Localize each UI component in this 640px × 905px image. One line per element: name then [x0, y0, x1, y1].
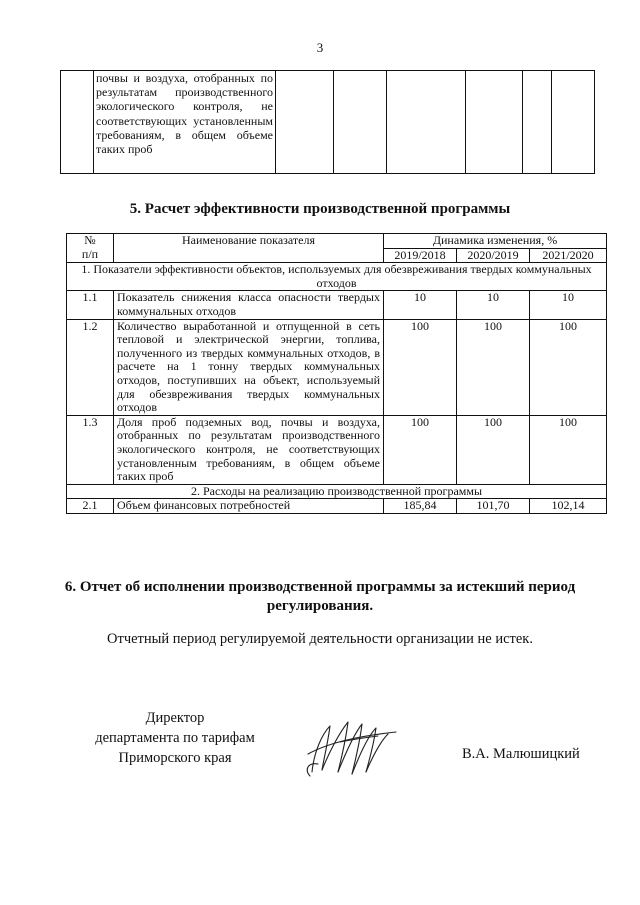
- row-value: 100: [530, 319, 607, 415]
- table-row: [67, 291, 607, 319]
- handwritten-signature: [300, 712, 420, 782]
- group-row: [67, 263, 607, 291]
- row-value: 185,84: [384, 499, 457, 514]
- row-value: 102,14: [530, 499, 607, 514]
- signatory-line: департамента по тарифам: [95, 730, 255, 746]
- row-name: Доля проб подземных вод, почвы и воздуха, отобранных по результатам производственного экологического контроля, не соответствующих установленным требованиям, в общем объеме таких проб: [114, 415, 384, 484]
- row-num: 2.1: [67, 499, 114, 514]
- signatory-line: Приморского края: [118, 750, 232, 766]
- row-num: 1.1: [67, 291, 114, 319]
- section5-heading: 5. Расчет эффективности производственной программы: [129, 201, 511, 217]
- row-value: 10: [530, 291, 607, 319]
- cell-empty: [276, 71, 334, 174]
- group2-title: 2. Расходы на реализацию производственной программы: [67, 484, 607, 499]
- header-year: 2020/2019: [457, 248, 530, 263]
- cell-empty: [466, 71, 523, 174]
- row-num: 1.2: [67, 319, 114, 415]
- table-row: [67, 415, 607, 484]
- row-value: 100: [384, 319, 457, 415]
- header-dynamics: Динамика изменения, %: [384, 234, 607, 249]
- page-number: 3: [316, 40, 324, 55]
- cell-empty: [61, 71, 94, 174]
- cell-empty: [334, 71, 387, 174]
- signatory-name: В.А. Малюшицкий: [462, 746, 580, 762]
- header-year: 2019/2018: [384, 248, 457, 263]
- signatory-line: Директор: [145, 710, 205, 726]
- row-value: 101,70: [457, 499, 530, 514]
- section6-heading: 6. Отчет об исполнении производственной программы за истекший период регулирования.: [64, 579, 576, 614]
- report-text: Отчетный период регулируемой деятельности организации не истек.: [107, 631, 533, 647]
- row-value: 100: [384, 415, 457, 484]
- cell-empty: [387, 71, 466, 174]
- table-row: [67, 499, 607, 514]
- header-row: [67, 234, 607, 249]
- table-row: [67, 319, 607, 415]
- header-num: № п/п: [67, 234, 114, 263]
- row-num: 1.3: [67, 415, 114, 484]
- efficiency-table: [66, 233, 607, 514]
- row-value: 100: [530, 415, 607, 484]
- header-name: Наименование показателя: [114, 234, 384, 263]
- row-value: 10: [457, 291, 530, 319]
- header-year: 2021/2020: [530, 248, 607, 263]
- group-row: [67, 484, 607, 499]
- continuation-text: почвы и воздуха, отобранных по результатам производственного экологического контроля, не соответствующих установленным требованиям, в общем объеме таких проб: [94, 71, 276, 174]
- cell-empty: [523, 71, 552, 174]
- row-value: 100: [457, 415, 530, 484]
- row-value: 100: [457, 319, 530, 415]
- row-name: Объем финансовых потребностей: [114, 499, 384, 514]
- row-name: Количество выработанной и отпущенной в сеть тепловой и электрической энергии, топлива, полученного из твердых коммунальных отходов, в расчете на 1 тонну твердых коммунальных отходов, поступивших на объект, используемый для обезвреживания твердых коммунальных отходов: [114, 319, 384, 415]
- group1-title: 1. Показатели эффективности объектов, используемых для обезвреживания твердых коммунальных отходов: [67, 263, 607, 291]
- cell-empty: [552, 71, 595, 174]
- continuation-table: [60, 70, 595, 174]
- row-name: Показатель снижения класса опасности твердых коммунальных отходов: [114, 291, 384, 319]
- signatory-title: [60, 708, 290, 768]
- row-value: 10: [384, 291, 457, 319]
- table-row: [61, 71, 595, 174]
